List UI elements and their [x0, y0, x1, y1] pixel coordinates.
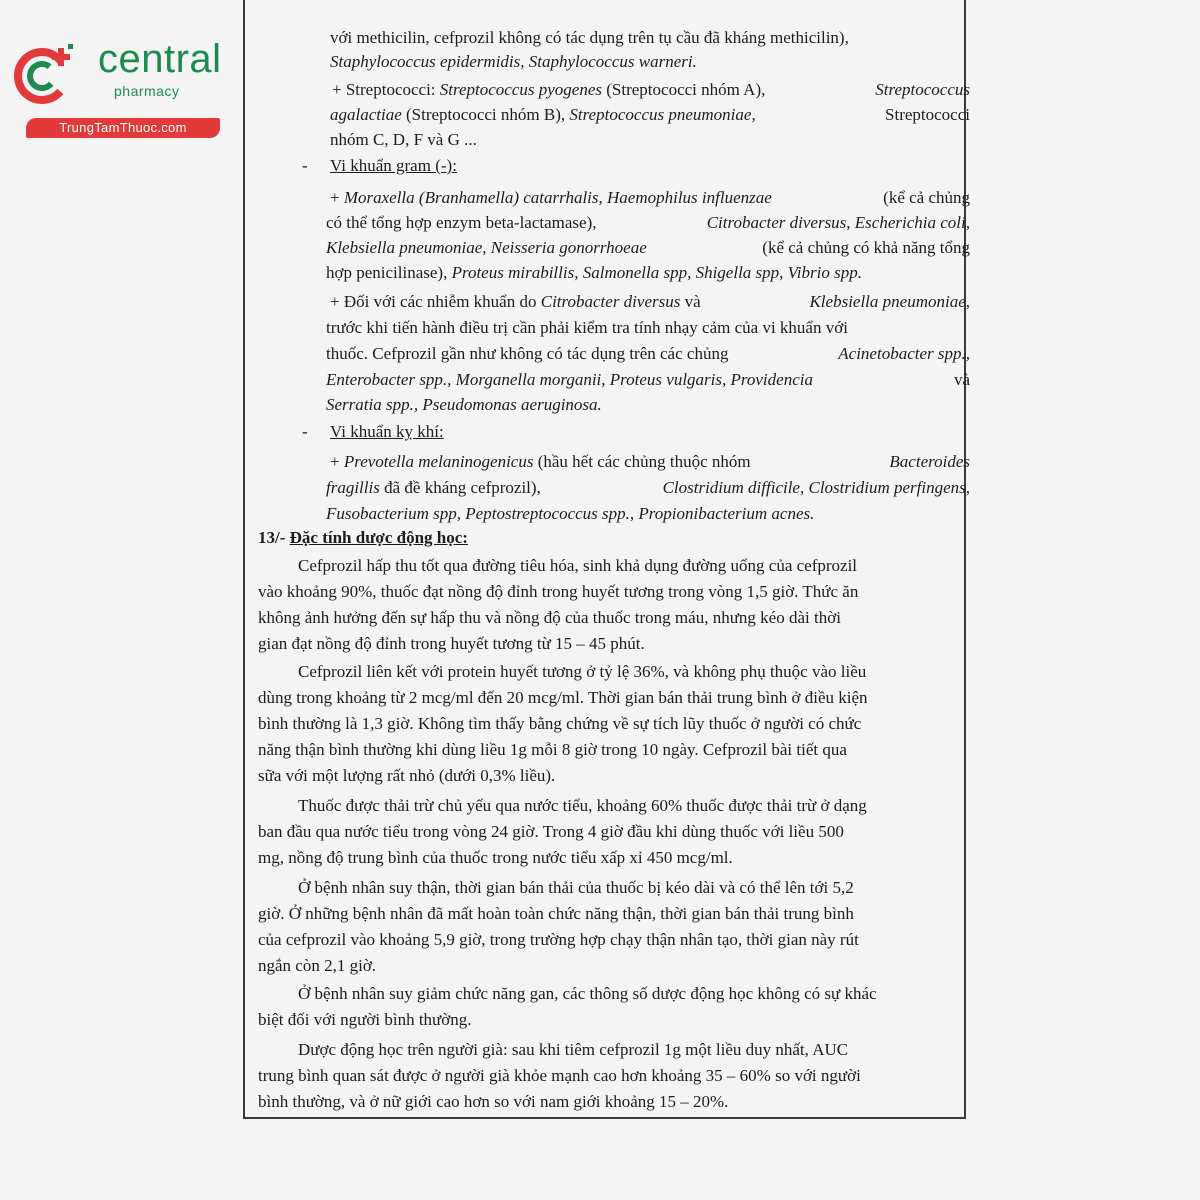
- text-line: hợp penicilinase), Proteus mirabillis, Salmonella spp, Shigella spp, Vibrio spp.: [326, 263, 862, 282]
- paragraph-line: của cefprozil vào khoảng 5,9 giờ, trong trường hợp chạy thận nhân tạo, thời gian này rút: [258, 930, 859, 949]
- text-line: Enterobacter spp., Morganella morganii, Proteus vulgaris, Providencia và: [326, 370, 970, 389]
- paragraph-line: biệt đối với người bình thường.: [258, 1010, 472, 1029]
- brand-tagline: pharmacy: [114, 83, 180, 99]
- paragraph-line: giờ. Ở những bệnh nhân đã mất hoàn toàn chức năng thận, thời gian bán thải trung bình: [258, 904, 854, 923]
- text-line: Staphylococcus epidermidis, Staphylococcus warneri.: [330, 52, 697, 71]
- text-line: Serratia spp., Pseudomonas aeruginosa.: [326, 395, 602, 414]
- paragraph-line: Ở bệnh nhân suy thận, thời gian bán thải của thuốc bị kéo dài và có thể lên tới 5,2: [298, 878, 854, 897]
- text-line: fragillis đã đề kháng cefprozil), Clostridium difficile, Clostridium perfingens,: [326, 478, 970, 497]
- paragraph-line: gian đạt nồng độ đỉnh trong huyết tương từ 15 – 45 phút.: [258, 634, 645, 653]
- text-line: có thể tổng hợp enzym beta-lactamase), Citrobacter diversus, Escherichia coli,: [326, 213, 970, 232]
- subheading: Vi khuẩn kỵ khí:: [330, 422, 444, 441]
- paragraph-line: Thuốc được thải trừ chủ yếu qua nước tiểu, khoảng 60% thuốc được thải trừ ở dạng: [298, 796, 867, 815]
- paragraph-line: Ở bệnh nhân suy giảm chức năng gan, các thông số dược động học không có sự khác: [298, 984, 877, 1003]
- paragraph-line: bình thường, và ở nữ giới cao hơn so với nam giới khoảng 15 – 20%.: [258, 1092, 729, 1111]
- site-url: TrungTamThuoc.com: [26, 118, 220, 138]
- text-line: + Streptococci: Streptococcus pyogenes (Streptococci nhóm A), Streptococcus: [332, 80, 970, 99]
- text-line: nhóm C, D, F và G ...: [330, 130, 477, 149]
- text-line: thuốc. Cefprozil gần như không có tác dụng trên các chủng Acinetobacter spp.,: [326, 344, 970, 363]
- paragraph-line: trung bình quan sát được ở người già khỏe mạnh cao hơn khoảng 35 – 60% so với người: [258, 1066, 861, 1085]
- text-line: Fusobacterium spp, Peptostreptococcus spp., Propionibacterium acnes.: [326, 504, 815, 523]
- paragraph-line: ban đầu qua nước tiểu trong vòng 24 giờ. Trong 4 giờ đầu khi dùng thuốc với liều 500: [258, 822, 844, 841]
- text-line: trước khi tiến hành điều trị cần phải kiểm tra tính nhạy cảm của vi khuẩn với: [326, 318, 848, 337]
- paragraph-line: vào khoảng 90%, thuốc đạt nồng độ đỉnh trong huyết tương trong vòng 1,5 giờ. Thức ăn: [258, 582, 859, 601]
- paragraph-line: Cefprozil hấp thu tốt qua đường tiêu hóa, sinh khả dụng đường uống của cefprozil: [298, 556, 858, 575]
- paragraph-line: ngắn còn 2,1 giờ.: [258, 956, 377, 975]
- paragraph-line: không ảnh hưởng đến sự hấp thu và nồng độ của thuốc trong máu, nhưng kéo dài thời: [258, 608, 841, 627]
- text-line: Klebsiella pneumoniae, Neisseria gonorrhoeae (kể cả chủng có khả năng tổng: [326, 238, 970, 257]
- section-heading: 13/- Đặc tính dược động học:: [258, 528, 468, 547]
- paragraph-line: Dược động học trên người già: sau khi tiêm cefprozil 1g một liều duy nhất, AUC: [298, 1040, 849, 1059]
- brand-name: central: [98, 37, 222, 81]
- paragraph-line: năng thận bình thường khi dùng liều 1g mỗi 8 giờ trong 10 ngày. Cefprozil bài tiết qua: [258, 740, 847, 759]
- bullet-dash: -: [302, 422, 308, 441]
- bullet-dash: -: [302, 156, 308, 175]
- text-line: + Moraxella (Branhamella) catarrhalis, Haemophilus influenzae (kể cả chủng: [330, 188, 970, 207]
- pharmacy-cross-icon: [12, 38, 80, 106]
- paragraph-line: bình thường là 1,3 giờ. Không tìm thấy bằng chứng về sự tích lũy thuốc ở người có chức: [258, 714, 862, 733]
- paragraph-line: dùng trong khoảng từ 2 mcg/ml đến 20 mcg/ml. Thời gian bán thải trung bình ở điều kiện: [258, 688, 868, 707]
- paragraph-line: Cefprozil liên kết với protein huyết tương ở tỷ lệ 36%, và không phụ thuộc vào liều: [298, 662, 867, 681]
- text-line: + Prevotella melaninogenicus (hầu hết các chủng thuộc nhóm Bacteroides: [330, 452, 970, 471]
- subheading: Vi khuẩn gram (-):: [330, 156, 457, 175]
- text-line: agalactiae (Streptococci nhóm B), Streptococcus pneumoniae, Streptococci: [330, 105, 970, 124]
- text-line: + Đối với các nhiễm khuẩn do Citrobacter diversus và Klebsiella pneumoniae,: [330, 292, 970, 311]
- central-pharmacy-logo[interactable]: [12, 36, 222, 136]
- paragraph-line: sữa với một lượng rất nhỏ (dưới 0,3% liều).: [258, 766, 556, 785]
- paragraph-line: mg, nồng độ trung bình của thuốc trong nước tiểu xấp xỉ 450 mcg/ml.: [258, 848, 733, 867]
- text-line: với methicilin, cefprozil không có tác dụng trên tụ cầu đã kháng methicilin),: [330, 28, 849, 47]
